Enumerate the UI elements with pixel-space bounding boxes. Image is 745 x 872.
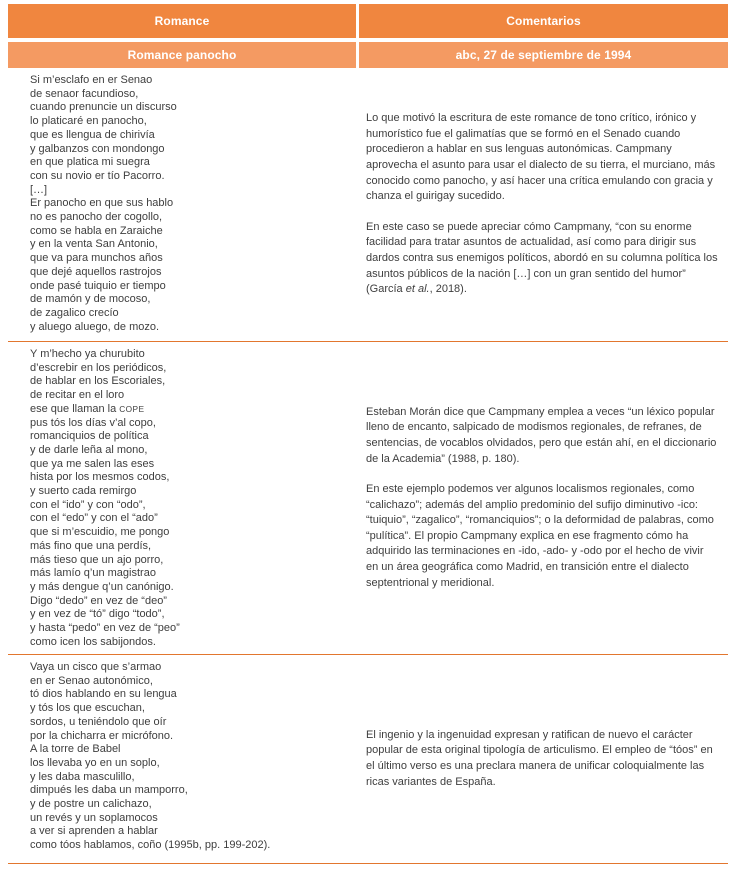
table-row-3 [8,655,728,864]
poem-line: que dejé aquellos rastrojos [30,265,162,278]
poem-stanza-1 [8,68,356,341]
poem-line: los llevaba yo en un soplo, [30,756,160,769]
poem-line: Si m’esclafo en er Senao [30,74,153,86]
poem-line [30,403,348,417]
poem-line: y en la venta San Antonio, [30,238,158,251]
poem-line: de mamón y de mocoso, [30,293,151,306]
text-run: Lo que motivó la escritura de este romance de tono crítico, irónico y humorístico fue el galimatías que se formó en el Senado cuando procedieron a hablar en sus lenguas autonómicas. Campmany aprovecha el asunto para usar el dialecto de su tierra, el murciano, más conocido como panocho, y así hacer una crítica emulando con gracia y chanza el guirigay sucedido. [366,112,716,203]
poem-line: con el “ido” y con “odo”, [30,498,146,511]
poem-line: romanciquios de política [30,430,149,443]
poem-line: y en vez de “tó” digo “todo”, [30,608,165,621]
poem-line: con el “edo” y con el “ado” [30,512,158,525]
poem-line: que si m’escuidio, me pongo [30,526,170,539]
poem-line: de zagalico crecío [30,306,119,319]
poem-line: de recitar en el loro [30,389,125,402]
text-run: El ingenio y la ingenuidad expresan y ratifican de nuevo el carácter popular de esta original tipología de articulismo. El empleo de “tóos” en el último verso es una preclara manera de unificar coloquialmente las ricas variantes de España. [366,728,713,788]
text-run: En este caso se puede apreciar cómo Campmany, “con su enorme facilidad para tratar asuntos de actualidad, así como para dirigir sus dardos contra sus enemigos políticos, abordó en su columna política los asuntos públicos de la nación […] con un gran sentido del humor” (García [366,220,718,296]
comment-paragraph [366,405,718,467]
italic-run: et al. [405,283,430,296]
poem-line: y de postre un calichazo, [30,798,152,811]
poem-line: y hasta “pedo” en vez de “peo” [30,622,180,635]
poem-line: lo platicaré en panocho, [30,115,147,128]
poem-line: y galbanzos con mondongo [30,142,165,155]
poem-line: un revés y un soplamocos [30,811,158,824]
poem-line: que ya me salen las eses [30,457,155,470]
poem-line: más tieso que un ajo porro, [30,553,164,566]
poem-line: d’escrebir en los periódicos, [30,361,167,374]
comment-paragraph [366,482,718,591]
table-row-1 [8,68,728,342]
poem-line: hista por los mesmos codos, [30,471,170,484]
poem-line: y suerto cada remirgo [30,485,137,498]
smallcaps-run: COPE [119,403,145,414]
poem-line: no es panocho der cogollo, [30,211,163,224]
text-run: En este ejemplo podemos ver algunos localismos regionales, como “calichazo”; además del amplio predominio del sufijo diminutivo -ico: “tuiquio”, “zagalico”, “romanciquios”; o la deformidad de palabras, como “pulítica”. El propio Campmany explica en ese fragmento cómo ha adquirido las terminaciones en -ido, -ado- y -odo por el hecho de vivir en un área geográfica como Madrid, en transición entre el dialecto septentrional y meridional. [366,483,714,589]
poem-line: más lamío q’un magistrao [30,567,156,580]
poem-line: […] [30,183,48,196]
text-run: , 2018). [429,283,467,296]
poem-line: Er panocho en que sus hablo [30,197,174,210]
table-body [8,68,728,864]
poem-line: como se habla en Zaraiche [30,224,163,237]
comment-paragraph [366,111,718,205]
text-run: ese que llaman la [30,402,120,415]
poem-line: de senaor facundioso, [30,87,139,100]
poem-line: Digo “dedo” en vez de “deo” [30,594,167,607]
poem-line: y más dengue q’un canónigo. [30,580,174,593]
poem-line: en er Senao autonómico, [30,674,153,687]
romance-comments-table [8,4,728,864]
text-run: Esteban Morán dice que Campmany emplea a veces “un léxico popular lleno de encanto, salpicado de modismos regionales, de refranes, de sentencias, de vocablos olvidados, pero que están ahí, en el diccionario de la Academia” (1988, p. 180). [366,405,717,465]
poem-line: cuando prenuncie un discurso [30,101,177,114]
poem-line: Vaya un cisco que s’armao [30,661,162,673]
poem-line: y de darle leña al mono, [30,443,148,456]
poem-line: tó dios hablando en su lengua [30,688,177,701]
column-header-comentarios: Comentarios [359,4,728,38]
column-header-romance: Romance [8,4,356,38]
comment-paragraph [366,728,718,790]
poem-line: de hablar en los Escoriales, [30,375,166,388]
poem-line: que va para munchos años [30,252,163,265]
poem-line: con su novio er tío Pacorro. [30,169,165,182]
poem-line: pus tós los días v’al copo, [30,416,156,429]
poem-line: y les daba masculillo, [30,770,135,783]
subheader-abc-date: abc, 27 de septiembre de 1994 [359,42,728,68]
poem-stanza-3 [8,655,356,863]
poem-line: Y m’hecho ya churubito [30,348,145,360]
poem-line: sordos, u teniéndolo que oír [30,715,167,728]
poem-stanza-2 [8,342,356,654]
poem-line: en que platica mi suegra [30,156,150,169]
poem-line: y tós los que escuchan, [30,702,145,715]
comment-paragraph [366,220,718,298]
poem-line: dimpués les daba un mamporro, [30,784,188,797]
table-header [8,4,728,68]
poem-line: onde pasé tuiquio er tiempo [30,279,166,292]
comment-cell-3 [356,655,728,863]
subheader-romance-panocho: Romance panocho [8,42,356,68]
table-row-2 [8,342,728,655]
poem-line: y aluego aluego, de mozo. [30,320,160,333]
poem-line: más fino que una perdís, [30,539,152,552]
poem-line: A la torre de Babel [30,743,121,756]
comment-cell-1 [356,68,728,341]
poem-line: que es llengua de chirivía [30,128,155,141]
poem-line: a ver si aprenden a hablar [30,825,158,838]
comment-cell-2 [356,342,728,654]
poem-line: como icen los sabijondos. [30,635,156,648]
poem-line: por la chicharra er micrófono. [30,729,174,742]
poem-line: como tóos hablamos, coño (1995b, pp. 199-202). [30,839,271,852]
